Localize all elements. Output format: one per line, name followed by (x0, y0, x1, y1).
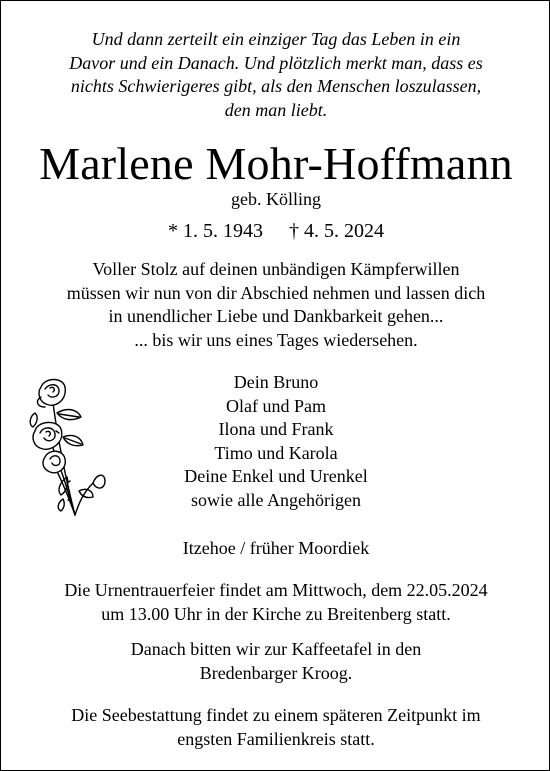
mourner-entry: Ilona und Frank (218, 419, 334, 439)
message-line: in unendlicher Liebe und Dankbarkeit gehen... (108, 306, 444, 326)
ceremony-line: Die Urnentrauerfeier findet am Mittwoch, dem 22.05.2024 (64, 580, 488, 600)
memorial-quote (1, 28, 550, 122)
farewell-message (1, 258, 550, 352)
location-line: Itzehoe / früher Moordiek (182, 538, 370, 558)
birth-date: * 1. 5. 1943 (168, 220, 263, 242)
ceremony-info (1, 579, 550, 626)
burial-line: engsten Familienkreis statt. (177, 728, 375, 749)
mourner-entry: Dein Bruno (233, 372, 319, 392)
quote-line: den man liebt. (224, 99, 328, 120)
maiden-name: geb. Kölling (231, 189, 321, 209)
message-line: Voller Stolz auf deinen unbändigen Kämpferwillen (92, 259, 460, 279)
message-line: müssen wir nun von dir Abschied nehmen und lassen dich (66, 282, 486, 303)
mourner-entry: Olaf und Pam (226, 395, 326, 416)
reception-line: Bredenbarger Kroog. (199, 662, 353, 683)
ceremony-line: um 13.00 Uhr in der Kirche zu Breitenberg statt. (101, 603, 451, 624)
reception-info (1, 638, 550, 685)
reception-line: Danach bitten wir zur Kaffeetafel in den (130, 639, 422, 659)
death-date: † 4. 5. 2024 (289, 220, 384, 242)
quote-line: Davor und ein Danach. Und plötzlich merkt man, dass es (69, 52, 483, 73)
message-line: ... bis wir uns eines Tages wiedersehen. (134, 329, 418, 350)
quote-line: Und dann zerteilt ein einziger Tag das Leben in ein (91, 29, 461, 49)
mourner-entry: Timo und Karola (214, 442, 338, 463)
mourner-entry: sowie alle Angehörigen (191, 489, 361, 510)
burial-info (1, 704, 550, 751)
burial-line: Die Seebestattung findet zu einem späteren Zeitpunkt im (71, 705, 481, 725)
quote-line: nichts Schwierigeres gibt, als den Menschen loszulassen, (70, 76, 482, 96)
deceased-name: Marlene Mohr-Hoffmann (39, 138, 513, 189)
mourner-entry: Deine Enkel und Urenkel (184, 466, 368, 486)
mourners-list (1, 371, 550, 512)
life-dates (1, 219, 550, 243)
